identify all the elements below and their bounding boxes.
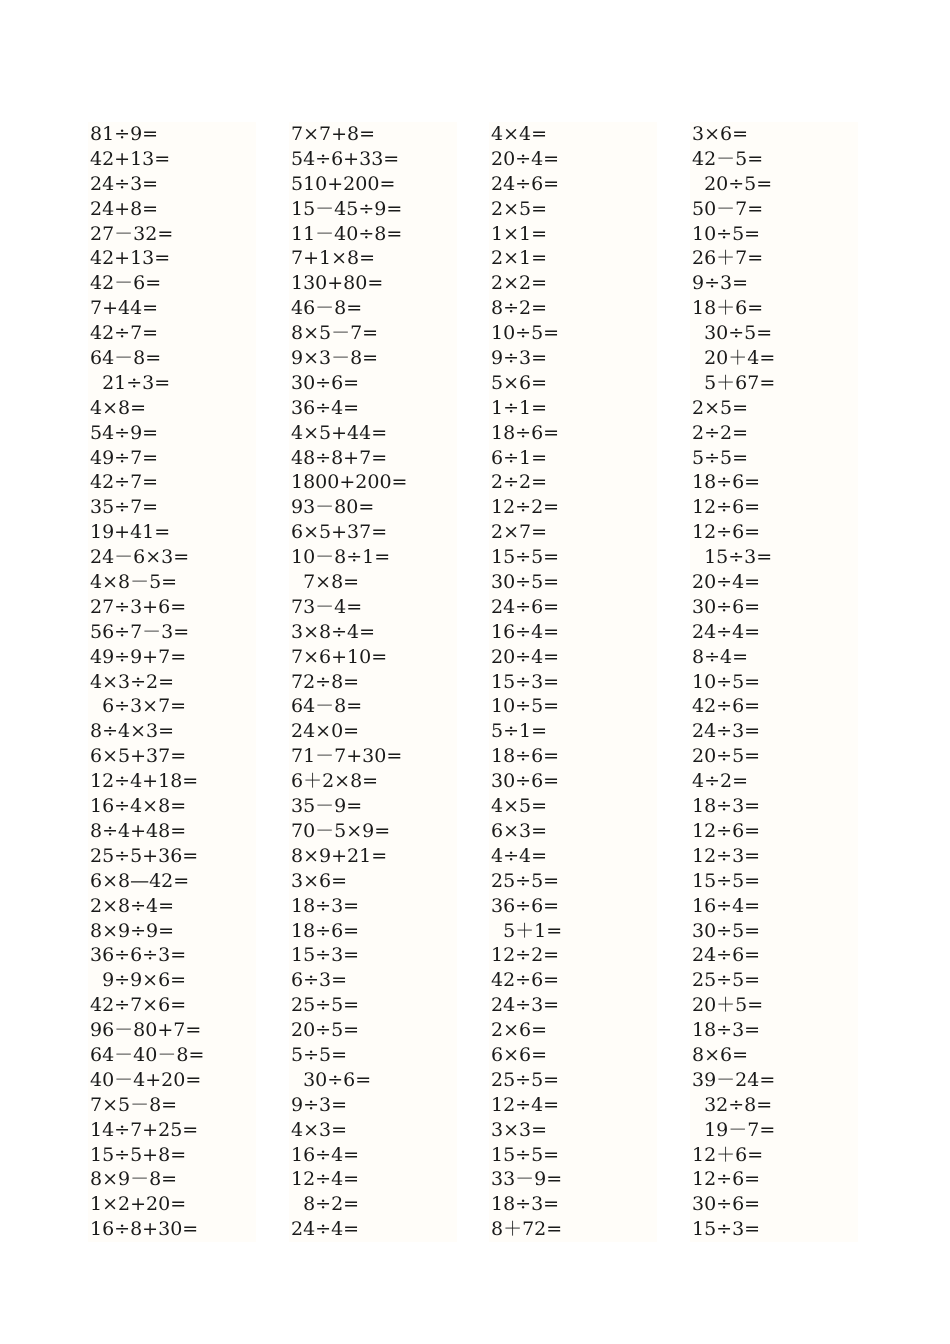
math-problem: 2×8÷4= [90, 894, 175, 917]
math-problem: 56÷7－3= [90, 620, 190, 643]
math-problem: 15－45÷9= [291, 197, 403, 220]
math-problem: 18÷6= [491, 421, 560, 444]
math-problem: 16÷4= [692, 894, 761, 917]
math-problem: 5÷5= [291, 1043, 348, 1066]
math-problem: 6×8—42= [90, 869, 190, 892]
math-problem: 30÷6= [291, 1068, 372, 1091]
math-problem: 24÷3= [90, 172, 159, 195]
math-problem: 18÷3= [692, 795, 761, 818]
math-problem: 25÷5= [491, 1068, 560, 1091]
math-problem: 18÷6= [291, 919, 360, 942]
math-problem: 4÷2= [692, 770, 749, 793]
math-problem: 42+13= [90, 147, 171, 170]
math-problem: 26＋7= [692, 247, 764, 270]
math-problem: 8÷4×3= [90, 720, 175, 743]
math-problem: 15÷5+8= [90, 1143, 187, 1166]
math-problem: 6÷1= [491, 446, 548, 469]
math-problem: 12÷4+18= [90, 770, 199, 793]
math-problem: 12÷2= [491, 944, 560, 967]
math-problem: 11－40÷8= [291, 222, 403, 245]
math-problem: 42－5= [692, 147, 764, 170]
math-problem: 24÷4= [692, 620, 761, 643]
math-problem: 5＋67= [692, 371, 776, 394]
math-problem: 9÷3= [491, 347, 548, 370]
problem-column-4 [690, 122, 858, 1242]
math-problem: 35－9= [291, 795, 363, 818]
math-problem: 30÷5= [692, 919, 761, 942]
math-problem: 2×7= [491, 521, 548, 544]
math-problem: 15÷3= [291, 944, 360, 967]
math-problem: 7+44= [90, 297, 159, 320]
math-problem: 8×5－7= [291, 322, 379, 345]
math-problem: 7×7+8= [291, 123, 376, 145]
math-problem: 3×6= [692, 123, 749, 145]
math-problem: 12÷6= [692, 819, 761, 842]
math-problem: 21÷3= [90, 371, 171, 394]
math-problem: 42÷6= [692, 695, 761, 718]
math-problem: 42－6= [90, 272, 162, 295]
math-problem: 6÷3= [291, 969, 348, 992]
math-problem: 4×8－5= [90, 571, 178, 594]
math-problem: 70－5×9= [291, 819, 391, 842]
math-problem: 35÷7= [90, 496, 159, 519]
math-problem: 3×8÷4= [291, 620, 376, 643]
math-problem: 3×3= [491, 1118, 548, 1141]
math-problem: 18÷3= [291, 894, 360, 917]
math-problem: 2×1= [491, 247, 548, 270]
math-problem: 46－8= [291, 297, 363, 320]
math-problem: 10÷5= [692, 222, 761, 245]
math-problem: 8×9+21= [291, 844, 388, 867]
math-problem: 24×0= [291, 720, 360, 743]
math-problem: 12÷4= [291, 1168, 360, 1191]
problem-column-1 [88, 122, 256, 1242]
math-problem: 5÷1= [491, 720, 548, 743]
math-problem: 27－32= [90, 222, 174, 245]
math-problem: 81÷9= [90, 123, 159, 145]
math-problem: 24÷6= [491, 172, 560, 195]
math-problem: 20÷5= [692, 172, 773, 195]
math-problem: 19－7= [692, 1118, 776, 1141]
math-problem: 6×3= [491, 819, 548, 842]
math-problem: 73－4= [291, 595, 363, 618]
math-problem: 10÷5= [491, 322, 560, 345]
math-problem: 8×9÷9= [90, 919, 175, 942]
math-problem: 16÷4= [291, 1143, 360, 1166]
math-problem: 42÷6= [491, 969, 560, 992]
math-problem: 5＋1= [491, 919, 563, 942]
math-problem: 8÷4= [692, 645, 749, 668]
math-problem: 18÷3= [491, 1193, 560, 1216]
math-problem: 7×8= [291, 571, 360, 594]
math-problem: 25÷5= [491, 869, 560, 892]
math-problem: 4×5+44= [291, 421, 388, 444]
math-problem: 24－6×3= [90, 546, 190, 569]
math-problem: 6×5+37= [90, 745, 187, 768]
math-problem: 30÷6= [692, 595, 761, 618]
math-problem: 64－8= [90, 347, 162, 370]
math-problem: 6÷3×7= [90, 695, 187, 718]
math-problem: 64－40－8= [90, 1043, 205, 1066]
math-problem: 2×5= [692, 396, 749, 419]
math-problem: 4×8= [90, 396, 147, 419]
math-problem: 19+41= [90, 521, 171, 544]
math-problem: 2÷2= [491, 471, 548, 494]
math-problem: 64－8= [291, 695, 363, 718]
math-problem: 24÷6= [491, 595, 560, 618]
math-problem: 8÷4+48= [90, 819, 187, 842]
math-problem: 12÷6= [692, 1168, 761, 1191]
math-problem: 12÷4= [491, 1093, 560, 1116]
math-problem: 12÷2= [491, 496, 560, 519]
math-problem: 32÷8= [692, 1093, 773, 1116]
math-problem: 25÷5= [692, 969, 761, 992]
math-problem: 40－4+20= [90, 1068, 202, 1091]
math-problem: 8×9－8= [90, 1168, 178, 1191]
math-problem: 1800+200= [291, 471, 408, 494]
math-problem: 9÷9×6= [90, 969, 187, 992]
math-problem: 2×6= [491, 1019, 548, 1042]
problem-column-2 [289, 122, 457, 1242]
math-problem: 130+80= [291, 272, 384, 295]
math-problem: 20÷4= [491, 645, 560, 668]
math-problem: 30÷6= [291, 371, 360, 394]
math-problem: 96－80+7= [90, 1019, 202, 1042]
math-problem: 20÷5= [692, 745, 761, 768]
math-problem: 15÷5= [692, 869, 761, 892]
math-problem: 18÷6= [491, 745, 560, 768]
math-problem: 8×6= [692, 1043, 749, 1066]
math-problem: 2÷2= [692, 421, 749, 444]
math-problem: 16÷4= [491, 620, 560, 643]
math-problem: 20＋5= [692, 994, 764, 1017]
math-problem: 27÷3+6= [90, 595, 187, 618]
math-problem: 2×5= [491, 197, 548, 220]
math-problem: 24÷4= [291, 1218, 360, 1241]
math-problem: 9÷3= [692, 272, 749, 295]
math-problem: 5×6= [491, 371, 548, 394]
math-problem: 20＋4= [692, 347, 776, 370]
math-problem: 30÷6= [692, 1193, 761, 1216]
math-problem: 7×5－8= [90, 1093, 178, 1116]
math-problem: 33－9= [491, 1168, 563, 1191]
math-problem: 16÷4×8= [90, 795, 187, 818]
math-problem: 9÷3= [291, 1093, 348, 1116]
math-problem: 12÷6= [692, 496, 761, 519]
math-problem: 25÷5+36= [90, 844, 199, 867]
math-problem: 42÷7= [90, 322, 159, 345]
math-problem: 36÷4= [291, 396, 360, 419]
math-problem: 9×3－8= [291, 347, 379, 370]
math-problem: 36÷6÷3= [90, 944, 187, 967]
math-problem: 12÷3= [692, 844, 761, 867]
math-problem: 42÷7= [90, 471, 159, 494]
math-problem: 20÷4= [491, 147, 560, 170]
math-problem: 15÷3= [491, 670, 560, 693]
math-problem: 18÷6= [692, 471, 761, 494]
math-problem: 72÷8= [291, 670, 360, 693]
math-problem: 50－7= [692, 197, 764, 220]
math-problem: 1÷1= [491, 396, 548, 419]
math-problem: 18＋6= [692, 297, 764, 320]
math-problem: 93－80= [291, 496, 375, 519]
math-problem: 71－7+30= [291, 745, 403, 768]
math-problem: 10÷5= [491, 695, 560, 718]
math-problem: 8÷2= [291, 1193, 360, 1216]
math-problem: 15÷5= [491, 1143, 560, 1166]
math-problem: 10÷5= [692, 670, 761, 693]
math-problem: 7+1×8= [291, 247, 376, 270]
math-problem: 510+200= [291, 172, 396, 195]
math-problem: 1×1= [491, 222, 548, 245]
math-problem: 6×5+37= [291, 521, 388, 544]
math-problem: 20÷4= [692, 571, 761, 594]
math-problem: 10－8÷1= [291, 546, 391, 569]
math-problem: 6＋2×8= [291, 770, 379, 793]
math-problem: 30÷6= [491, 770, 560, 793]
math-problem: 7×6+10= [291, 645, 388, 668]
math-problem: 36÷6= [491, 894, 560, 917]
problem-column-3 [489, 122, 657, 1242]
math-problem: 24÷3= [491, 994, 560, 1017]
math-problem: 14÷7+25= [90, 1118, 199, 1141]
math-problem: 4÷4= [491, 844, 548, 867]
math-problem: 4×3= [291, 1118, 348, 1141]
math-problem: 16÷8+30= [90, 1218, 199, 1241]
math-problem: 15÷3= [692, 1218, 761, 1241]
math-problem: 18÷3= [692, 1019, 761, 1042]
math-problem: 4×4= [491, 123, 548, 145]
math-problem: 54÷6+33= [291, 147, 400, 170]
math-problem: 42+13= [90, 247, 171, 270]
math-problem: 48÷8+7= [291, 446, 388, 469]
math-problem: 39－24= [692, 1068, 776, 1091]
math-problem: 49÷9+7= [90, 645, 187, 668]
math-problem: 54÷9= [90, 421, 159, 444]
math-problem: 49÷7= [90, 446, 159, 469]
math-problem: 20÷5= [291, 1019, 360, 1042]
math-problem: 8÷2= [491, 297, 548, 320]
math-problem: 4×3÷2= [90, 670, 175, 693]
math-problem: 25÷5= [291, 994, 360, 1017]
math-problem: 4×5= [491, 795, 548, 818]
math-problem: 2×2= [491, 272, 548, 295]
math-problem: 24÷6= [692, 944, 761, 967]
math-problem: 12÷6= [692, 521, 761, 544]
math-problem: 8＋72= [491, 1218, 563, 1241]
math-problem: 24÷3= [692, 720, 761, 743]
math-problem: 12＋6= [692, 1143, 764, 1166]
math-problem: 1×2+20= [90, 1193, 187, 1216]
math-problem: 15÷5= [491, 546, 560, 569]
math-problem: 42÷7×6= [90, 994, 187, 1017]
math-problem: 24+8= [90, 197, 159, 220]
math-problem: 3×6= [291, 869, 348, 892]
math-problem: 5÷5= [692, 446, 749, 469]
math-problem: 30÷5= [491, 571, 560, 594]
math-problem: 6×6= [491, 1043, 548, 1066]
math-problem: 15÷3= [692, 546, 773, 569]
math-problem: 30÷5= [692, 322, 773, 345]
